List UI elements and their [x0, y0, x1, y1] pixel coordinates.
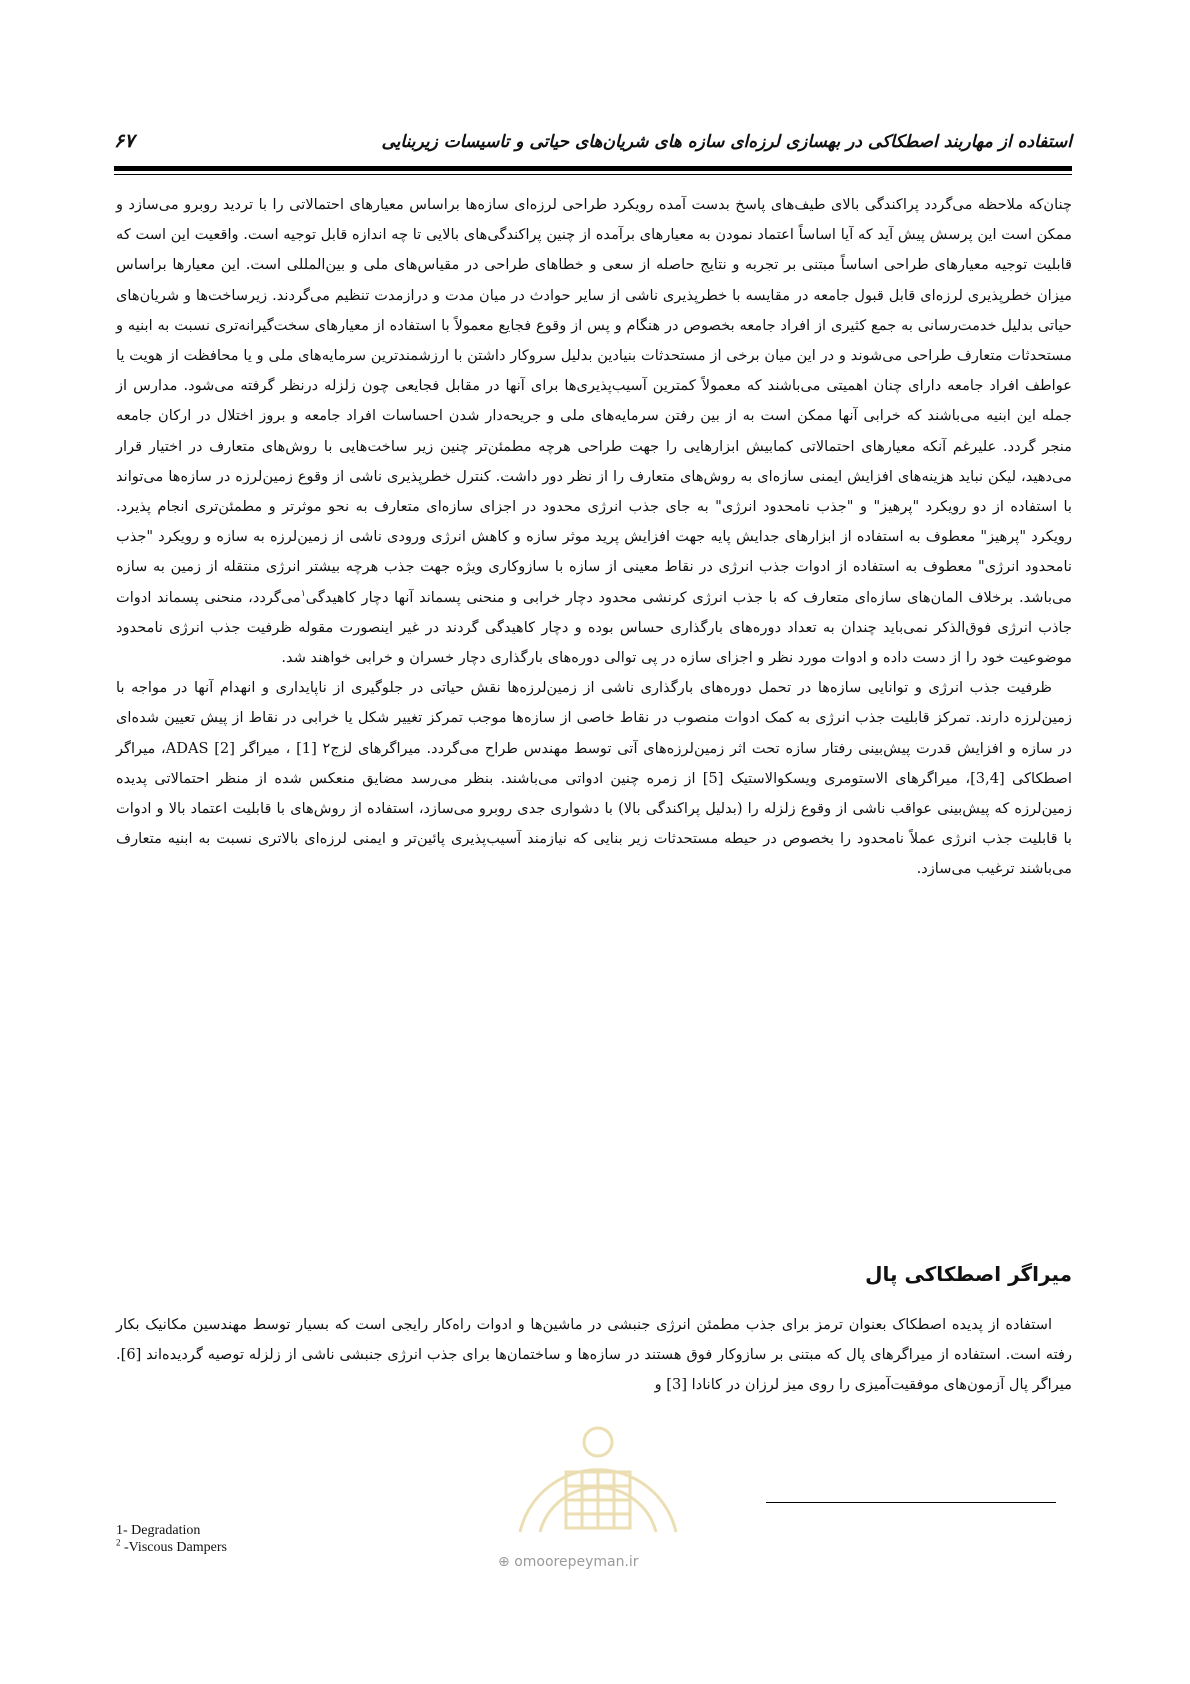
running-header — [114, 128, 1072, 168]
footnote-1-mark: 1 — [116, 1523, 123, 1538]
footnote-2-mark: 2 — [116, 1537, 121, 1548]
footnotes — [116, 1522, 227, 1556]
footnote-mark-1: ۱ — [300, 588, 306, 599]
watermark-url: ⊕ omoorepeyman.ir — [498, 1554, 639, 1570]
seal-logo-icon — [500, 1402, 696, 1542]
footnote-2-text: -Viscous Dampers — [120, 1540, 227, 1555]
paragraph-2-text: ظرفیت جذب انرژی و توانایی سازه‌ها در تحمل دوره‌های بارگذاری ناشی از زمین‌لرزه‌ها نقش حیاتی در جلوگیری از ناپایداری و انهدام آنها در مواجه با زمین‌لرزه دارند. تمرکز قابلیت جذب انرژی به کمک ادوات منصوب در نقاط خاصی از سازه‌ها موجب تمرکز تغییر شکل یا خرابی در نقاط از پیش تعیین شده‌ای در سازه و افزایش قدرت پیش‌بینی رفتار سازه تحت اثر زمین‌لرزه‌های آتی توسط مهندس طراح می‌گردد. میراگرهای لزج — [116, 679, 1072, 757]
section-heading: میراگر اصطکاکی پال — [865, 1262, 1072, 1286]
body-text — [116, 190, 1072, 885]
header-rule-thick — [114, 166, 1072, 171]
footnote-1-text: - Degradation — [123, 1523, 201, 1538]
page-number: ۶۷ — [114, 130, 135, 152]
paragraph-1-text: چنان‌که ملاحظه می‌گردد پراکندگی بالای طیف‌های پاسخ بدست آمده رویکرد طراحی لرزه‌ای سازه‌ها براساس معیارهای احتمالاتی را با تردید روبرو می‌سازد و ممکن است این پرسش پیش آید که آیا اساساً اعتماد نمودن به معیارهای برآمده از چنین پراکندگی‌های بالایی تا چه اندازه قابل توجیه است. واقعیت این است که قابلیت توجیه معیارهای طراحی اساساً مبتنی بر تجربه و نتایج حاصله از سعی و خطاهای طراحی در مقیاس‌های ملی و بین‌المللی است. این معیارها براساس میزان خطرپذیری لرزه‌ای قابل قبول جامعه در مقایسه با خطرپذیری ناشی از سایر حوادث در میان مدت و درازمدت تنظیم می‌گردند. زیرساخت‌ها و شریان‌های حیاتی بدلیل خدمت‌رسانی به جمع کثیری از افراد جامعه بخصوص در هنگام و پس از وقوع فجایع معمولاً با استفاده از معیارهای سخت‌گیرانه‌تری نسبت به ابنیه و مستحدثات متعارف طراحی می‌شوند و در این میان برخی از مستحدثات بنیادین بدلیل سروکار داشتن با ارزشمندترین سرمایه‌های ملی و یا محافظت از هویت یا عواطف افراد جامعه دارای چنان اهمیتی می‌باشند که معمولاً کمترین آسیب‌پذیری‌ها برای آنها در مقابل فجایعی چون زلزله درنظر گرفته می‌شود. مدارس از جمله این ابنیه می‌باشند که خرابی آنها ممکن است به از بین رفتن سرمایه‌های ملی و جریحه‌دار شدن احساسات افراد جامعه و بروز اختلال در ارکان جامعه منجر گردد. علیرغم آنکه معیارهای احتمالاتی کمابیش ابزارهایی را جهت طراحی هرچه مطمئن‌تر چنین زیر ساخت‌هایی با روش‌های متعارف در اختیار قرار می‌دهید، لیکن نباید هزینه‌های افزایش ایمنی سازه‌ای به روش‌های متعارف را از نظر دور داشت. کنترل خطرپذیری ناشی از وقوع زمین‌لرزه در سازه‌ها می‌تواند با استفاده از دو رویکرد "پرهیز" و "جذب نامحدود انرژی" به جای جذب انرژی محدود در اجزای سازه‌ای متعارف به نحو موثرتر و مطمئن‌تری انجام پذیرد. رویکرد "پرهیز" معطوف به استفاده از ابزارهای جدایش پایه جهت افزایش پرید موثر سازه و کاهش انرژی ورودی ناشی از زمین‌لرزه به سازه و رویکرد "جذب نامحدود انرژی" معطوف به استفاده از ادوات جذب انرژی در نقاط معینی از سازه با سازوکاری ویژه جهت جذب هرچه بیشتر انرژی منتقله از زمین به سازه می‌باشد. برخلاف المان‌های سازه‌ای متعارف که با جذب انرژی کرنشی محدود دچار خرابی و منحنی پسماند آنها دچار کاهیدگی — [116, 196, 1073, 606]
paragraph-2 — [116, 673, 1072, 884]
paragraph-2-end: [1] ، میراگر ADAS [2]، میراگر اصطکاکی [3,4]، میراگرهای الاستومری ویسکوالاستیک [5] از زمره چنین ادواتی می‌باشند. بنظر می‌رسد مضایق منعکس شده از منظر احتمالاتی پدیده زمین‌لرزه که پیش‌بینی عواقب ناشی از وقوع زلزله را (بدلیل پراکندگی بالا) با دشواری جدی روبرو می‌سازد، استفاده از روش‌های با قابلیت اعتماد بالا و ادوات با قابلیت جذب انرژی عملاً نامحدود را بخصوص در حیطه مستحدثات زیر بنایی که نیازمند آسیب‌پذیری پائین‌تر و ایمنی لرزه‌ای بالاتری نسبت به ابنیه متعارف می‌باشند ترغیب می‌سازد. — [116, 739, 1072, 878]
section-body — [116, 1310, 1072, 1401]
footnote-2 — [116, 1539, 227, 1556]
watermark-url-text: omoorepeyman.ir — [514, 1554, 639, 1570]
header-title: استفاده از مهاربند اصطکاکی در بهسازی لرزه‌ای سازه های شریان‌های حیاتی و تاسیسات زیربنایی — [381, 132, 1072, 152]
footnote-mark-2: ۲ — [322, 739, 331, 757]
section-paragraph: استفاده از پدیده اصطکاک بعنوان ترمز برای جذب مطمئن انرژی جنبشی در ماشین‌ها و ادوات راه‌کار رایجی است که بسیار توسط مهندسین مکانیک بکار رفته است. استفاده از میراگرهای پال که مبتنی بر سازوکار فوق هستند در سازه‌ها و ساختمان‌ها برای جذب انرژی جنبشی ناشی از زلزله توصیه گردیده‌اند [6]. میراگر پال آزمون‌های موفقیت‌آمیزی را روی میز لرزان در کانادا [3] و — [116, 1316, 1072, 1394]
paragraph-1-end: می‌گردد، منحنی پسماند ادوات جاذب انرژی فوق‌الذکر نمی‌باید چندان به تعداد دوره‌های بارگذاری حساس بوده و دچار کاهیدگی گردند در غیر اینصورت مقوله ظرفیت جذب انرژی نامحدود موضوعیت خود را از دست داده و ادوات مورد نظر و اجزای سازه در پی توالی دوره‌های بارگذاری دچار خسران و خرابی خواهند شد. — [116, 588, 1072, 667]
footnote-rule — [766, 1502, 1056, 1503]
header-rule-thin — [114, 174, 1072, 175]
footnote-1 — [116, 1522, 227, 1539]
paragraph-1 — [116, 190, 1072, 673]
